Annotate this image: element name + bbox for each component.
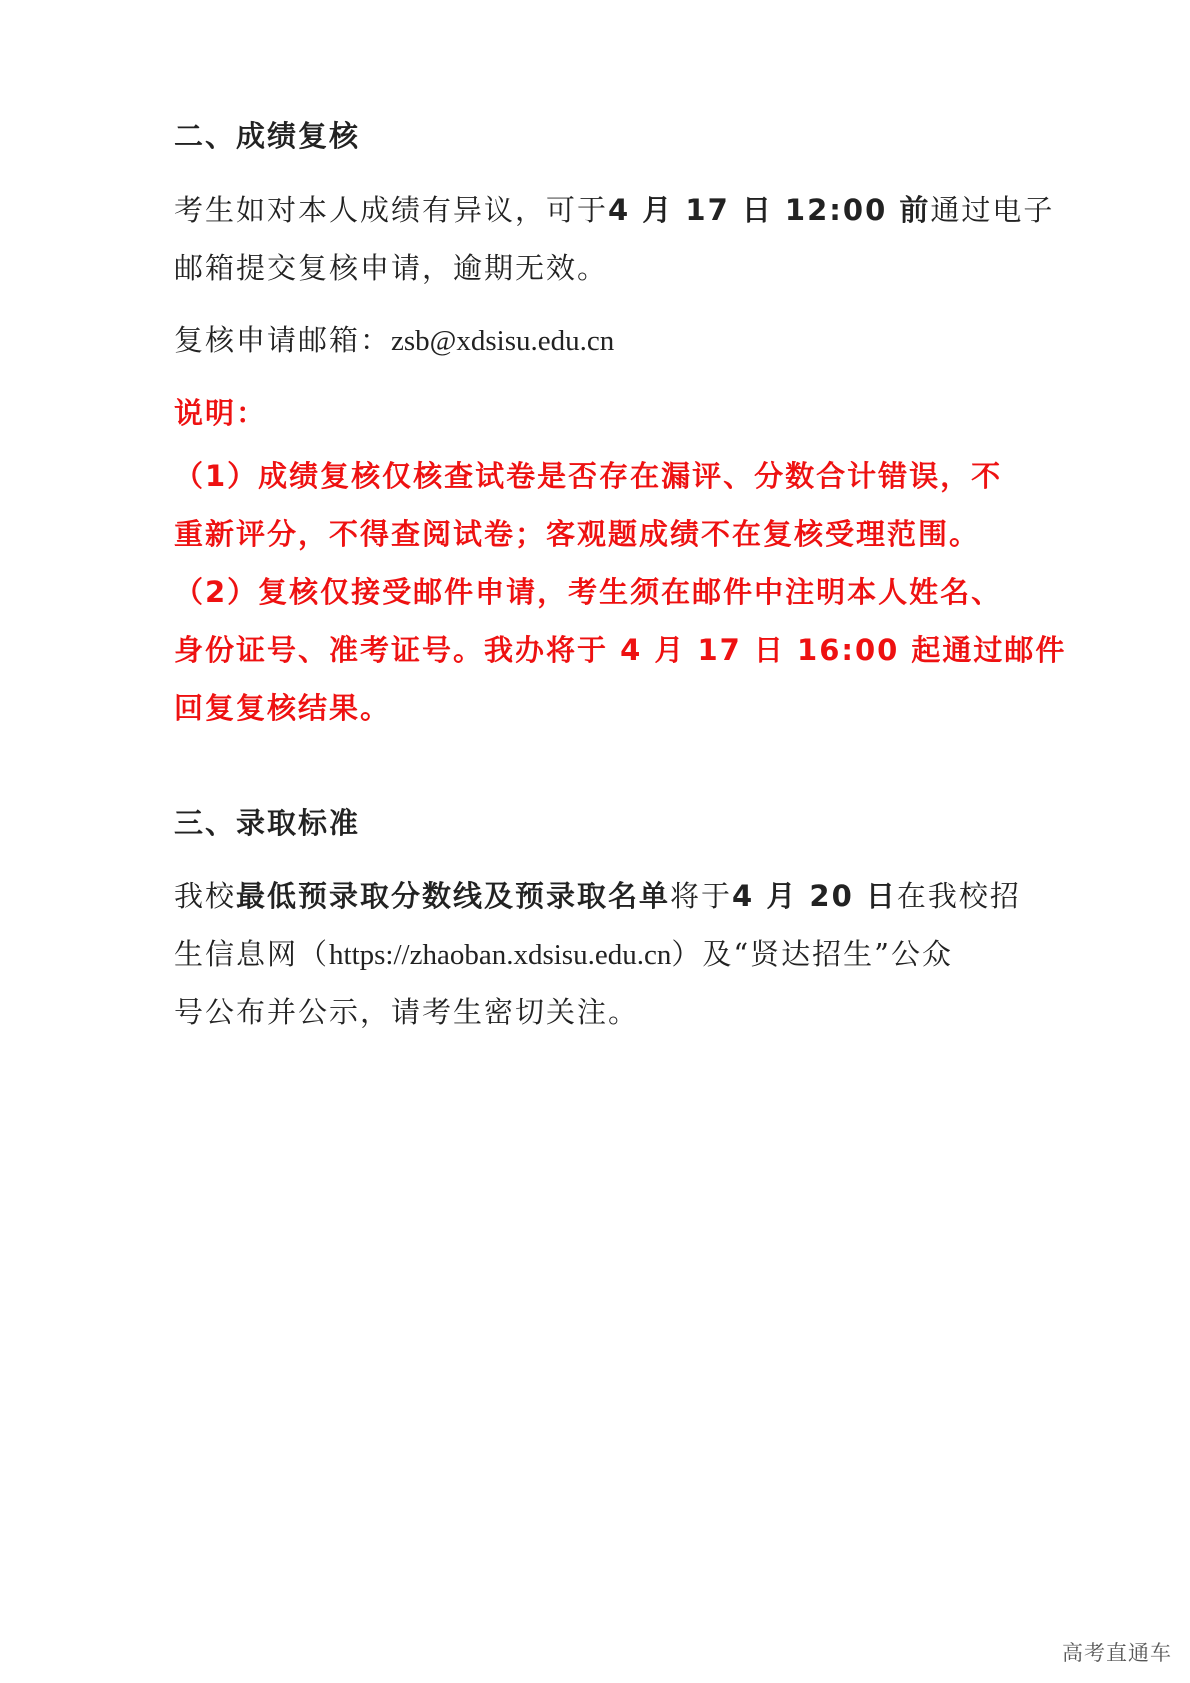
watermark-text: 高考直通车 — [1062, 1641, 1172, 1665]
note-1-line-2: 重新评分，不得查阅试卷；客观题成绩不在复核受理范围。 — [174, 517, 981, 551]
review-email-label: 复核申请邮箱： — [174, 323, 392, 357]
admission-text-a: 我校 — [174, 879, 237, 913]
admission-line-3: 号公布并公示，请考生密切关注。 — [174, 995, 640, 1029]
review-email-line — [174, 320, 614, 361]
section-3-heading: 三、录取标准 — [174, 806, 361, 840]
admission-list-phrase: 最低预录取分数线及预录取名单 — [236, 879, 671, 913]
admission-text-e: 在我校招 — [896, 879, 1021, 913]
admission-text-site: 生信息网（ — [174, 937, 330, 971]
note-1-line-1: （1）成绩复核仅核查试卷是否存在漏评、分数合计错误，不 — [174, 459, 1003, 493]
notes-title: 说明： — [174, 396, 268, 430]
admission-text-account: ）及“贤达招生”公众 — [671, 937, 953, 971]
note-2-line-1: （2）复核仅接受邮件申请，考生须在邮件中注明本人姓名、 — [174, 575, 1003, 609]
admission-url-link[interactable]: https://zhaoban.xdsisu.edu.cn — [329, 939, 672, 971]
admission-line-1 — [174, 876, 1021, 916]
admission-line-2 — [174, 934, 953, 975]
admission-date: 4 月 20 日 — [732, 879, 897, 913]
review-email-address[interactable]: zsb@xdsisu.edu.cn — [391, 325, 615, 357]
admission-text-c: 将于 — [670, 879, 733, 913]
note-2-line-3: 回复复核结果。 — [174, 691, 392, 725]
review-text-c: 通过电子 — [930, 193, 1055, 227]
review-deadline: 4 月 17 日 12:00 前 — [608, 193, 931, 227]
review-paragraph-line-2: 邮箱提交复核申请，逾期无效。 — [174, 251, 609, 285]
section-2-heading: 二、成绩复核 — [174, 119, 361, 153]
review-paragraph-line-1 — [174, 190, 1054, 230]
note-2-line-2: 身份证号、准考证号。我办将于 4 月 17 日 16:00 起通过邮件 — [174, 633, 1067, 667]
review-text-a: 考生如对本人成绩有异议，可于 — [174, 193, 609, 227]
